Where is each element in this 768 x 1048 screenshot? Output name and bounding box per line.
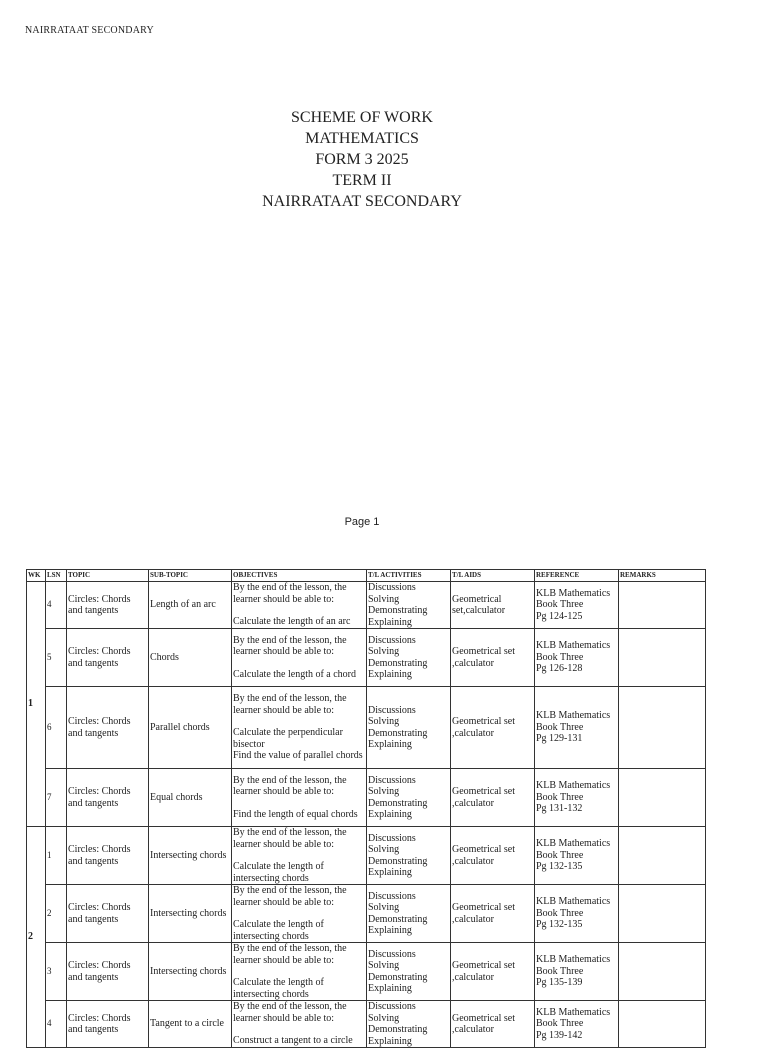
objective-item: Calculate the length of a chord <box>233 668 357 680</box>
aids-cell: Geometrical set ,calculator <box>451 769 535 827</box>
reference-line: KLB Mathematics <box>536 954 611 966</box>
aids-cell: Geometrical set ,calculator <box>451 885 535 943</box>
table-row <box>27 943 706 1001</box>
subtopic-cell: Length of an arc <box>149 582 232 629</box>
reference-line: KLB Mathematics <box>536 896 611 908</box>
activity-item: Explaining <box>368 669 412 680</box>
topic-cell: Circles: Chords and tangents <box>67 582 149 629</box>
reference-line: Book Three <box>536 1018 584 1030</box>
activity-item: Explaining <box>368 867 412 878</box>
subtopic-cell: Tangent to a circle <box>149 1001 232 1048</box>
objective-item: Find the value of parallel chords <box>233 750 363 762</box>
activity-item: Discussions <box>368 634 416 646</box>
objectives-cell <box>232 629 367 687</box>
title-line: SCHEME OF WORK <box>291 109 433 126</box>
reference-cell <box>535 943 619 1001</box>
aids-cell: Geometrical set ,calculator <box>451 687 535 769</box>
reference-line: Book Three <box>536 907 584 919</box>
reference-cell <box>535 885 619 943</box>
activity-item: Discussions <box>368 582 416 593</box>
objective-intro: By the end of the lesson, the learner should be able to: <box>233 582 347 605</box>
aids-cell: Geometrical set ,calculator <box>451 1001 535 1048</box>
activity-item: Demonstrating <box>368 1024 428 1035</box>
activity-item: Solving <box>368 1012 400 1024</box>
activity-item: Solving <box>368 902 400 913</box>
objective-item: Calculate the length of an arc <box>233 616 351 628</box>
objectives-cell <box>232 769 367 827</box>
activity-item: Solving <box>368 844 400 855</box>
aids-cell: Geometrical set ,calculator <box>451 943 535 1001</box>
reference-cell <box>535 629 619 687</box>
remarks-cell <box>619 582 706 629</box>
week-cell: 2 <box>27 827 46 1048</box>
activity-item: Demonstrating <box>368 855 428 867</box>
reference-line: KLB Mathematics <box>536 780 611 792</box>
header-lsn: LSN <box>46 570 67 582</box>
header-activities: T/L ACTIVITIES <box>367 570 451 582</box>
activities-cell <box>367 687 451 769</box>
table-row <box>27 885 706 943</box>
topic-cell: Circles: Chords and tangents <box>67 769 149 827</box>
table-row <box>27 582 706 629</box>
aids-cell: Geometrical set,calculator <box>451 582 535 629</box>
lesson-cell: 2 <box>46 885 67 943</box>
reference-line: Book Three <box>536 651 584 663</box>
activity-item: Discussions <box>368 1001 416 1012</box>
objectives-cell <box>232 885 367 943</box>
activity-item: Discussions <box>368 832 416 844</box>
header-topic: TOPIC <box>67 570 149 582</box>
remarks-cell <box>619 629 706 687</box>
activities-cell <box>367 629 451 687</box>
objective-item: Calculate the length of intersecting chords <box>233 861 324 884</box>
activities-cell <box>367 827 451 885</box>
title-line: TERM II <box>332 172 392 189</box>
reference-line: Pg 131-132 <box>536 803 583 815</box>
lesson-cell: 6 <box>46 687 67 769</box>
page-number: Page 1 <box>344 516 380 528</box>
remarks-cell <box>619 1001 706 1048</box>
activity-item: Demonstrating <box>368 913 428 925</box>
activity-item: Explaining <box>368 809 412 820</box>
subtopic-cell: Intersecting chords <box>149 827 232 885</box>
activity-item: Solving <box>368 960 400 971</box>
objective-intro: By the end of the lesson, the learner should be able to: <box>233 693 347 716</box>
activity-item: Explaining <box>368 983 412 994</box>
header-wk: WK <box>27 570 46 582</box>
activities-cell <box>367 885 451 943</box>
reference-line: KLB Mathematics <box>536 710 611 722</box>
subtopic-cell: Equal chords <box>149 769 232 827</box>
table-row <box>27 1001 706 1048</box>
header-remarks: REMARKS <box>619 570 706 582</box>
reference-line: Book Three <box>536 849 584 861</box>
activity-item: Explaining <box>368 925 412 936</box>
reference-line: Book Three <box>536 791 584 803</box>
objective-item: Calculate the perpendicular bisector <box>233 727 343 750</box>
activity-item: Discussions <box>368 890 416 902</box>
reference-cell <box>535 1001 619 1048</box>
reference-cell <box>535 687 619 769</box>
objective-intro: By the end of the lesson, the learner should be able to: <box>233 774 347 798</box>
reference-cell <box>535 827 619 885</box>
activities-cell <box>367 943 451 1001</box>
reference-line: KLB Mathematics <box>536 1006 611 1018</box>
objectives-cell <box>232 687 367 769</box>
aids-cell: Geometrical set ,calculator <box>451 629 535 687</box>
activity-item: Explaining <box>368 616 412 628</box>
activities-cell <box>367 769 451 827</box>
reference-cell <box>535 769 619 827</box>
subtopic-cell: Intersecting chords <box>149 885 232 943</box>
reference-line: Pg 129-131 <box>536 733 583 745</box>
lesson-cell: 4 <box>46 582 67 629</box>
reference-line: Book Three <box>536 721 584 733</box>
table-row <box>27 687 706 769</box>
subtopic-cell: Intersecting chords <box>149 943 232 1001</box>
remarks-cell <box>619 885 706 943</box>
scheme-of-work-table <box>26 569 706 1048</box>
topic-cell: Circles: Chords and tangents <box>67 827 149 885</box>
activity-item: Demonstrating <box>368 797 428 809</box>
subtopic-cell: Chords <box>149 629 232 687</box>
reference-line: Book Three <box>536 965 584 977</box>
reference-line: KLB Mathematics <box>536 838 611 850</box>
objectives-cell <box>232 827 367 885</box>
objectives-cell <box>232 1001 367 1048</box>
title-line: MATHEMATICS <box>305 130 419 147</box>
objective-intro: By the end of the lesson, the learner should be able to: <box>233 827 347 850</box>
title-line: FORM 3 2025 <box>315 151 409 168</box>
activities-cell <box>367 582 451 629</box>
activities-cell <box>367 1001 451 1048</box>
activity-item: Solving <box>368 716 400 727</box>
reference-cell <box>535 582 619 629</box>
remarks-cell <box>619 943 706 1001</box>
header-objectives: OBJECTIVES <box>232 570 367 582</box>
activity-item: Discussions <box>368 774 416 786</box>
objective-item: Calculate the length of intersecting chords <box>233 977 324 1000</box>
title-line: NAIRRATAAT SECONDARY <box>262 193 462 210</box>
activity-item: Demonstrating <box>368 657 428 669</box>
reference-line: Pg 139-142 <box>536 1029 583 1041</box>
aids-cell: Geometrical set ,calculator <box>451 827 535 885</box>
table-header-row <box>27 570 706 582</box>
reference-line: Pg 126-128 <box>536 663 583 675</box>
objective-item: Construct a tangent to a circle <box>233 1035 353 1047</box>
activity-item: Demonstrating <box>368 971 428 983</box>
lesson-cell: 3 <box>46 943 67 1001</box>
reference-line: Pg 132-135 <box>536 861 583 873</box>
objective-item: Calculate the length of intersecting chords <box>233 919 324 942</box>
activity-item: Demonstrating <box>368 605 428 616</box>
objective-item: Find the length of equal chords <box>233 808 358 820</box>
objectives-cell <box>232 943 367 1001</box>
week-cell: 1 <box>27 582 46 827</box>
lesson-cell: 4 <box>46 1001 67 1048</box>
remarks-cell <box>619 827 706 885</box>
topic-cell: Circles: Chords and tangents <box>67 687 149 769</box>
table-row <box>27 827 706 885</box>
activity-item: Discussions <box>368 704 416 716</box>
reference-line: Pg 135-139 <box>536 977 583 989</box>
lesson-cell: 7 <box>46 769 67 827</box>
topic-cell: Circles: Chords and tangents <box>67 629 149 687</box>
header-reference: REFERENCE <box>535 570 619 582</box>
remarks-cell <box>619 687 706 769</box>
objectives-cell <box>232 582 367 629</box>
objective-intro: By the end of the lesson, the learner should be able to: <box>233 885 347 908</box>
lesson-cell: 1 <box>46 827 67 885</box>
topic-cell: Circles: Chords and tangents <box>67 1001 149 1048</box>
activity-item: Explaining <box>368 1035 412 1047</box>
document-title <box>0 107 724 212</box>
activity-item: Solving <box>368 646 400 657</box>
lesson-cell: 5 <box>46 629 67 687</box>
subtopic-cell: Parallel chords <box>149 687 232 769</box>
objective-intro: By the end of the lesson, the learner should be able to: <box>233 943 347 966</box>
activity-item: Solving <box>368 786 400 797</box>
reference-line: KLB Mathematics <box>536 640 611 652</box>
reference-line: Pg 132-135 <box>536 919 583 931</box>
activity-item: Solving <box>368 593 400 605</box>
objective-intro: By the end of the lesson, the learner should be able to: <box>233 634 347 658</box>
header-aids: T/L AIDS <box>451 570 535 582</box>
objective-intro: By the end of the lesson, the learner should be able to: <box>233 1001 347 1024</box>
reference-line: Book Three <box>536 599 584 611</box>
header-subtopic: SUB-TOPIC <box>149 570 232 582</box>
activity-item: Explaining <box>368 739 412 750</box>
table-row <box>27 629 706 687</box>
remarks-cell <box>619 769 706 827</box>
table-row <box>27 769 706 827</box>
topic-cell: Circles: Chords and tangents <box>67 943 149 1001</box>
running-header: NAIRRATAAT SECONDARY <box>25 25 154 36</box>
topic-cell: Circles: Chords and tangents <box>67 885 149 943</box>
activity-item: Discussions <box>368 948 416 960</box>
reference-line: Pg 124-125 <box>536 610 583 622</box>
activity-item: Demonstrating <box>368 727 428 739</box>
reference-line: KLB Mathematics <box>536 587 611 599</box>
